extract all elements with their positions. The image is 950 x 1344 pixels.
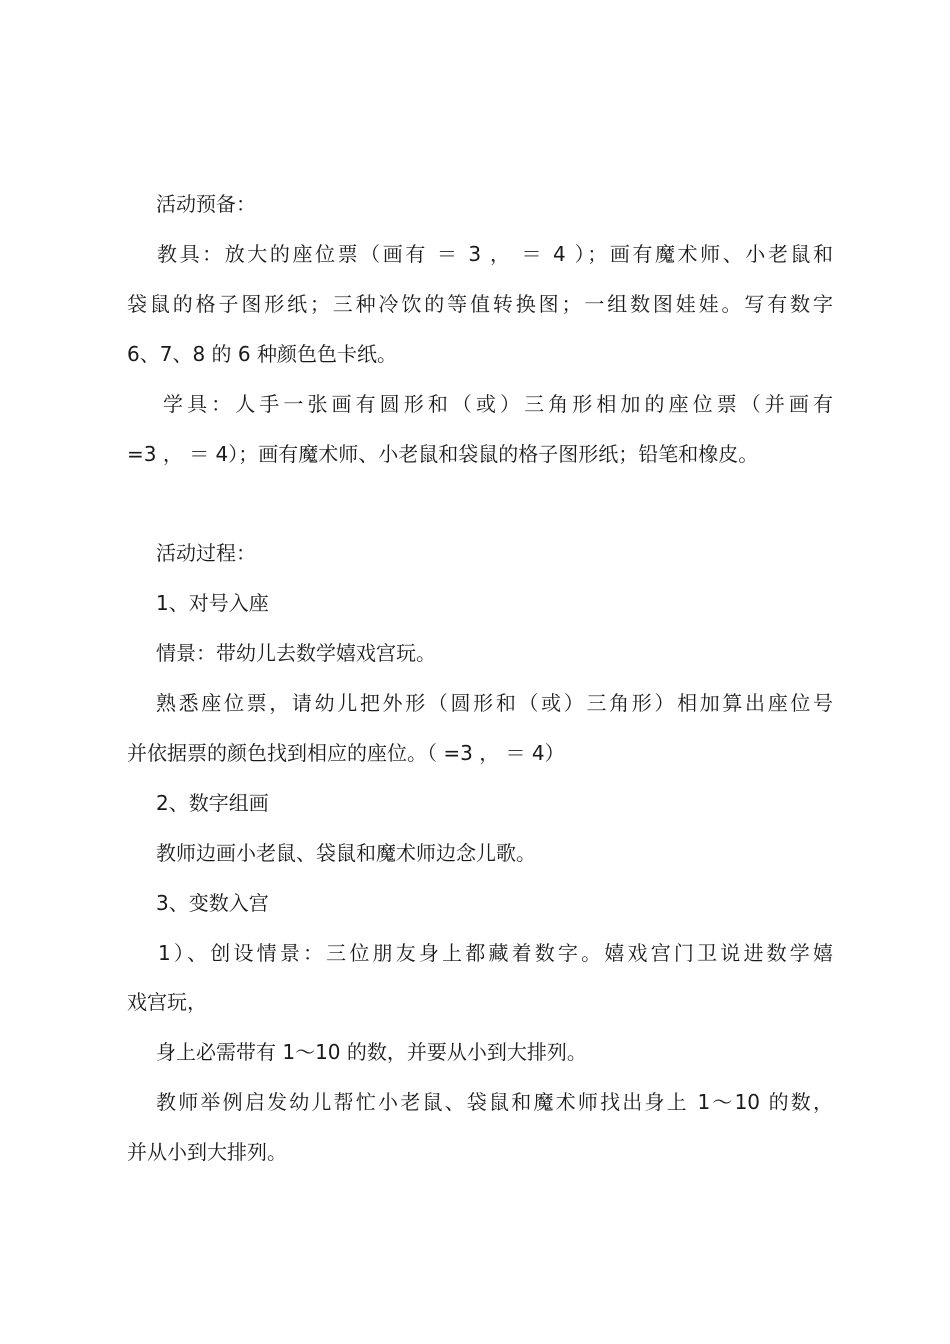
step2-title: 2、数字组画 xyxy=(156,791,269,815)
step3-example-line-1: 教师举例启发幼儿帮忙小老鼠、袋鼠和魔术师找出身上 1～10 的数， xyxy=(156,1090,833,1114)
step3-sub1-line-2: 戏宫玩， xyxy=(127,990,207,1014)
step1-scene: 情景：带幼儿去数学嬉戏宫玩。 xyxy=(156,641,436,665)
step3-sub1-line-1: 1）、创设情景：三位朋友身上都藏着数字。嬉戏宫门卫说进数学嬉 xyxy=(158,941,833,965)
process-heading: 活动过程： xyxy=(156,541,256,565)
step3-title: 3、变数入宫 xyxy=(156,891,269,915)
teacher-tools-line-3: 6、7、8 的 6 种颜色色卡纸。 xyxy=(127,342,397,366)
step1-title: 1、对号入座 xyxy=(156,591,269,615)
teacher-tools-line-1: 教具：放大的座位票（画有 ＝ 3 ， ＝ 4 ）；画有魔术师、小老鼠和 xyxy=(157,242,833,266)
step2-detail: 教师边画小老鼠、袋鼠和魔术师边念儿歌。 xyxy=(156,841,536,865)
step3-sub1-line-3: 身上必需带有 1～10 的数，并要从小到大排列。 xyxy=(156,1040,587,1064)
prep-heading: 活动预备： xyxy=(156,192,256,216)
teacher-tools-line-2: 袋鼠的格子图形纸；三种冷饮的等值转换图；一组数图娃娃。写有数字 xyxy=(127,292,833,316)
step1-detail-line-2: 并依据票的颜色找到相应的座位。（ =3 ， ＝ 4） xyxy=(127,741,565,765)
step1-detail-line-1: 熟悉座位票，请幼儿把外形（圆形和（或）三角形）相加算出座位号 xyxy=(156,691,833,715)
student-tools-line-2: =3 ， ＝ 4）；画有魔术师、小老鼠和袋鼠的格子图形纸；铅笔和橡皮。 xyxy=(127,442,759,466)
step3-example-line-2: 并从小到大排列。 xyxy=(127,1140,287,1164)
student-tools-line-1: 学具：人手一张画有圆形和（或）三角形相加的座位票（并画有 xyxy=(163,392,833,416)
